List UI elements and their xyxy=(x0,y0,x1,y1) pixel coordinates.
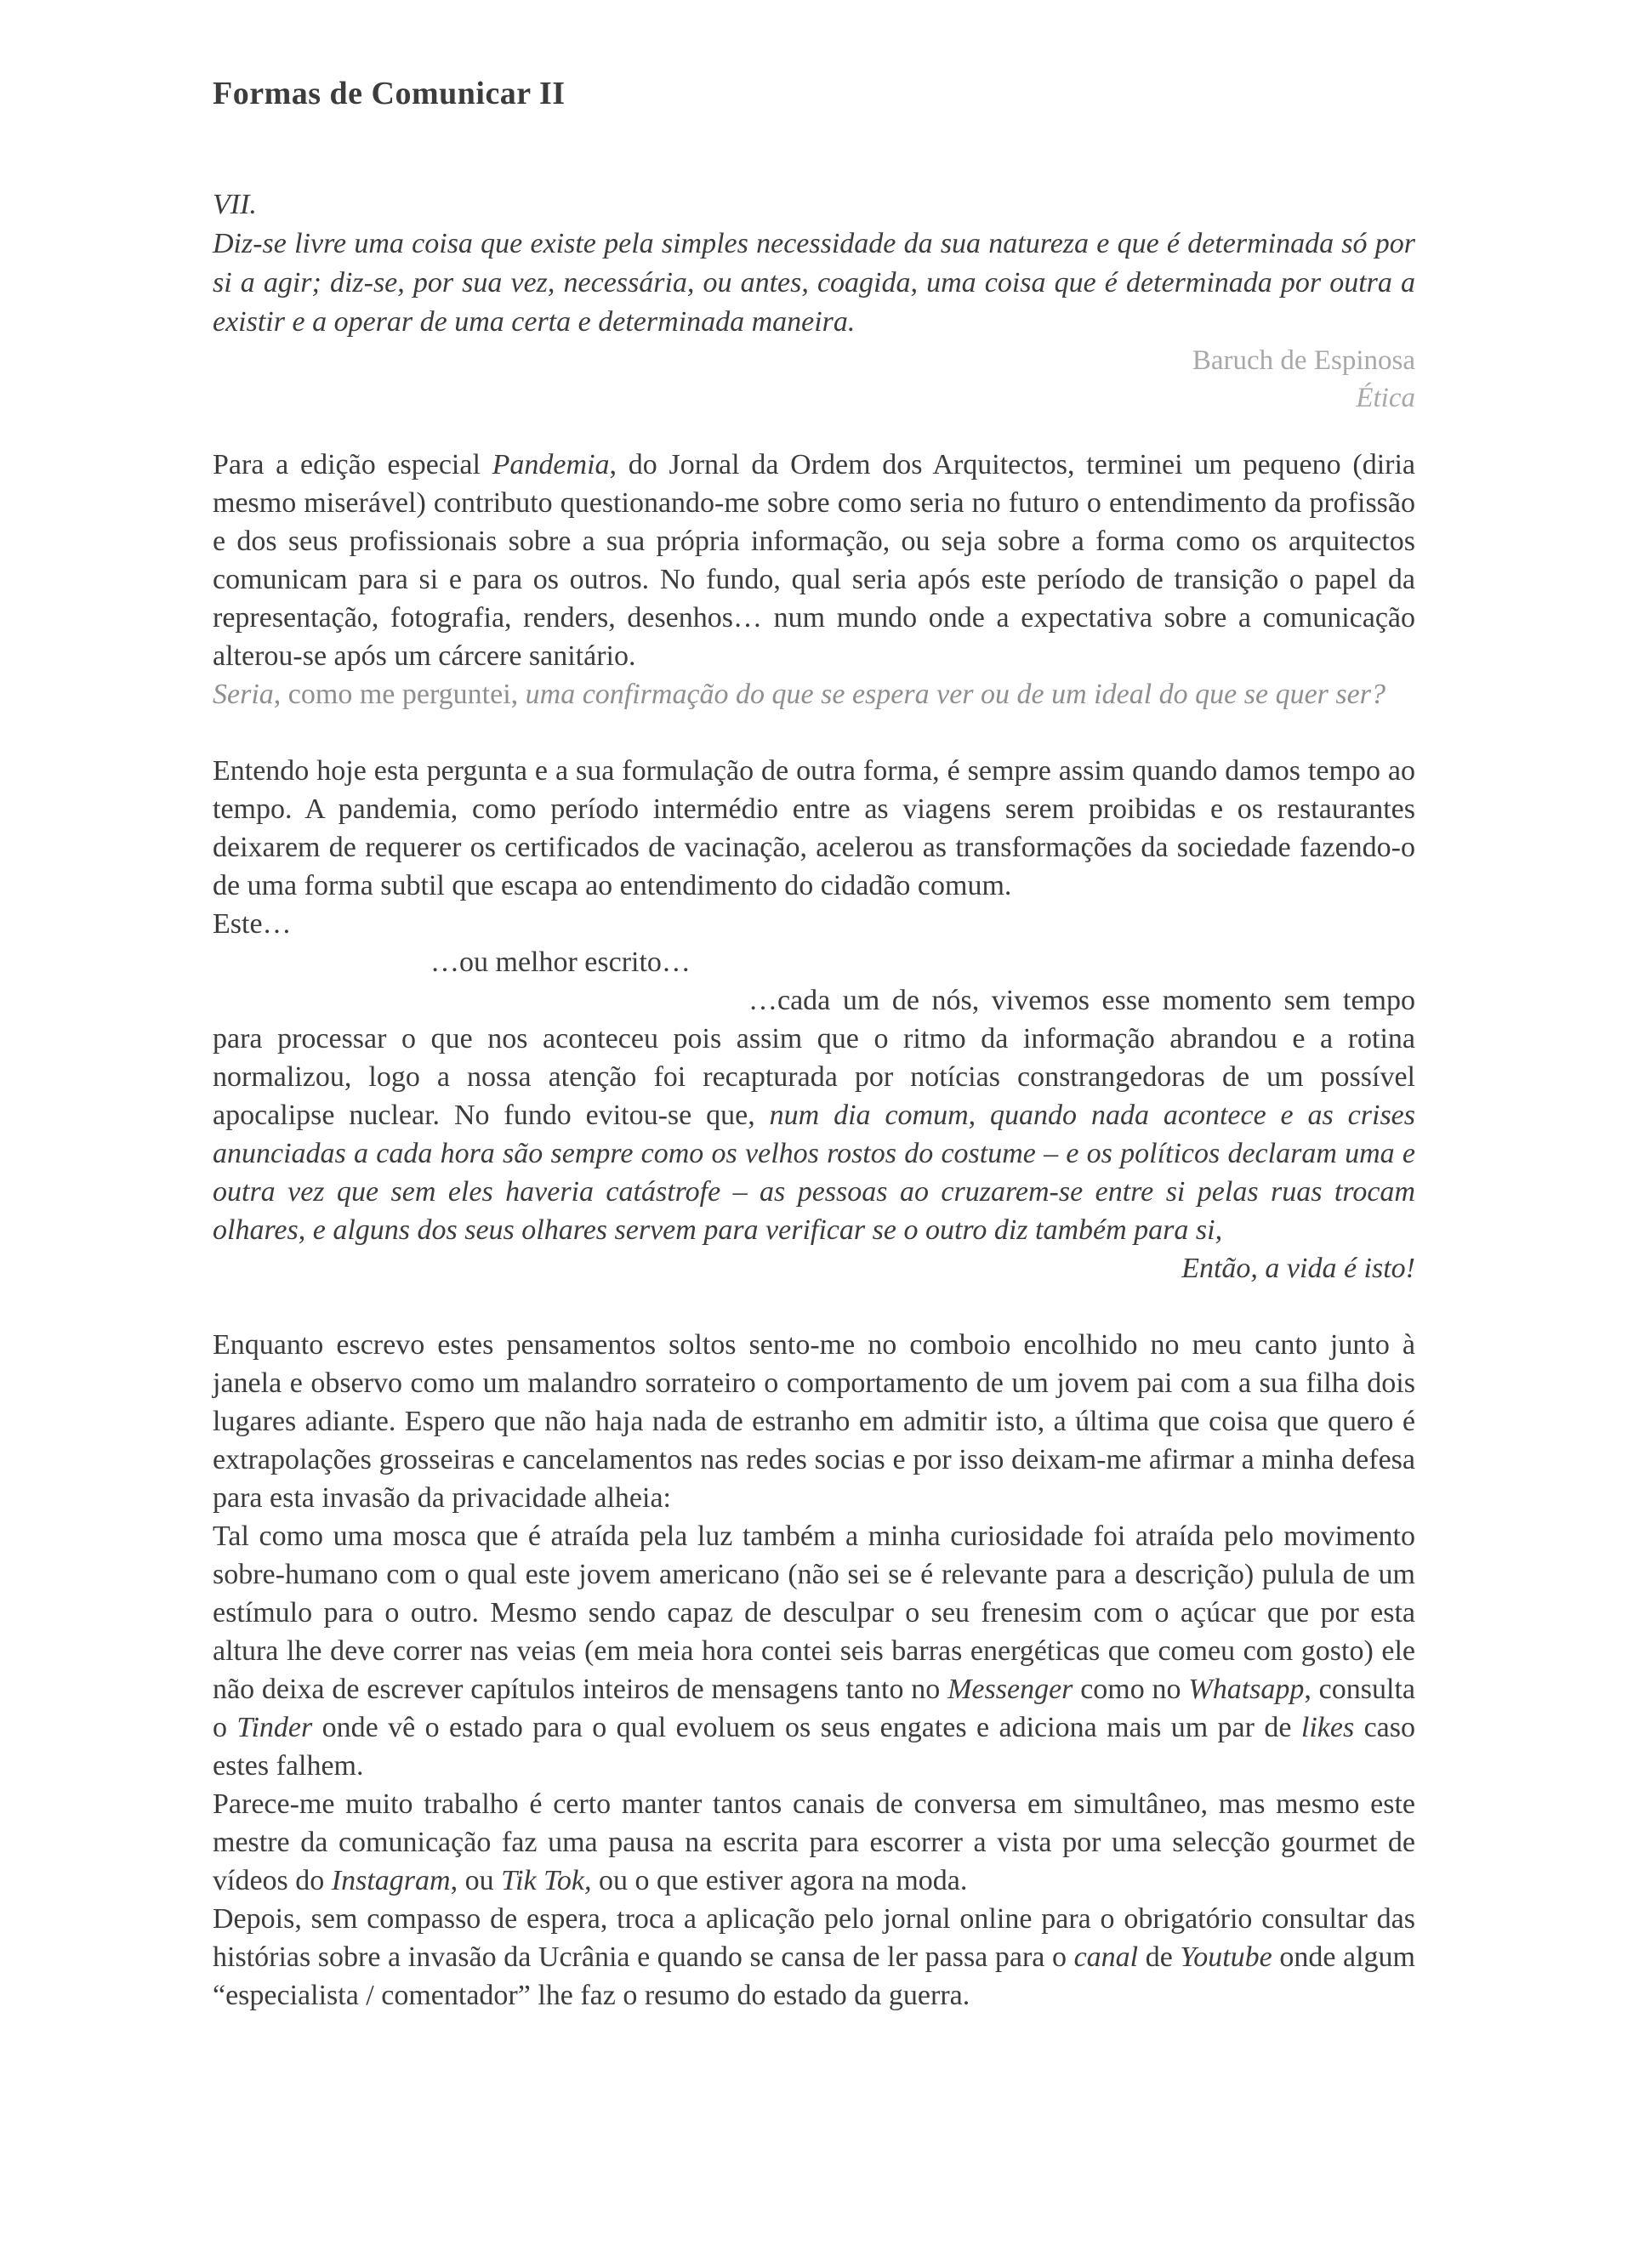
epigraph-source: Ética xyxy=(1356,383,1415,413)
text-run: Entendo hoje esta pergunta e a sua formulação de outra forma, é sempre assim quando damos tempo ao tempo. A pandemia, como período intermédio entre as viagens serem proibidas e os restaurantes deixarem de requerer os certificados de vacinação, acelerou as transformações da sociedade fazendo-o de uma forma subtil que escapa ao entendimento do cidadão comum. xyxy=(213,755,1415,901)
text-run: Para a edição especial xyxy=(213,449,492,480)
text-run: Enquanto escrevo estes pensamentos soltos sento-me no comboio encolhido no meu canto junto à janela e observo como um malandro sorrateiro o comportamento de um jovem pai com a sua filha dois lugares adiante. Espero que não haja nada de estranho em admitir isto, a última que coisa que quero é extrapolações grosseiras e cancelamentos nas redes socias e por isso deixam-me afirmar a minha defesa para esta invasão da privacidade alheia: xyxy=(213,1329,1415,1514)
text-run: canal xyxy=(1073,1941,1139,1973)
line-este xyxy=(213,905,1415,943)
text-run: Tal como uma mosca que é atraída pela luz também a minha curiosidade foi atraída pelo movimento sobre-humano com o qual este jovem americano (não sei se é relevante para a descrição) pulula de um estímulo para o outro. Mesmo sendo capaz de desculpar o seu frenesim com o açúcar que por esta altura lhe deve correr nas veias (em meia hora contei seis barras energéticas que comeu com gosto) ele não deixa de escrever capítulos inteiros de mensagens tanto no xyxy=(213,1521,1415,1705)
text-run: onde algum “especialista / comentador” lhe faz o resumo do estado da guerra. xyxy=(213,1941,1416,2011)
text-run: num dia comum, quando nada acontece e as crises anunciadas a cada hora são sempre como os velhos rostos do costume – e os políticos declaram uma e outra vez que sem eles haveria catástrofe – as pessoas ao cruzarem-se entre si pelas ruas trocam olhares, e alguns dos seus olhares servem para verificar se o outro diz também para si, xyxy=(213,1100,1416,1246)
text-run: caso estes falhem. xyxy=(213,1712,1416,1782)
paragraph-enquanto-escrevo xyxy=(213,1326,1415,1517)
text-run: Youtube xyxy=(1180,1941,1272,1973)
paragraph-parece-me-muito-trabalho xyxy=(213,1785,1415,1900)
text-run: Instagram xyxy=(331,1865,451,1896)
text-run: como no xyxy=(1073,1674,1189,1705)
text-run: Tik Tok, xyxy=(501,1865,592,1896)
epigraph-number: VII. xyxy=(213,189,257,220)
text-run: , ou xyxy=(450,1865,502,1896)
text-run: Então, a vida é isto! xyxy=(1181,1253,1415,1284)
text-run: …ou melhor escrito… xyxy=(430,946,691,978)
text-run: Depois, sem compasso de espera, troca a aplicação pelo jornal online para o obrigatório consultar das histórias sobre a invasão da Ucrânia e quando se cansa de ler passa para o xyxy=(213,1903,1415,1973)
text-run: …cada um de nós, vivemos esse momento sem tempo para processar o que nos aconteceu pois assim que o ritmo da informação abrandou e a rotina normalizou, logo a nossa atenção foi recapturada por notícias constrangedoras de um possível apocalipse nuclear. No fundo evitou-se que, xyxy=(213,985,1415,1131)
text-run: Messenger xyxy=(947,1674,1073,1705)
epigraph-author: Baruch de Espinosa xyxy=(1192,345,1415,376)
text-run: de xyxy=(1138,1941,1181,1973)
line-seria xyxy=(213,675,1415,713)
epigraph-quote: Diz-se livre uma coisa que existe pela simples necessidade da sua natureza e que é determinada só por si a agir; diz-se, por sua vez, necessária, ou antes, coagida, uma coisa que é determinada por outra a existir e a operar de uma certa e determinada maneira. xyxy=(213,228,1415,338)
text-run: ou o que estiver agora na moda. xyxy=(591,1865,968,1896)
line-ou-melhor-escrito xyxy=(213,943,1415,981)
text-run: Whatsapp xyxy=(1188,1674,1305,1705)
text-run: Tinder xyxy=(236,1712,313,1743)
paragraph-tal-como-uma-mosca xyxy=(213,1517,1415,1785)
paragraph-cada-um-de-nos xyxy=(213,981,1415,1249)
line-entao-a-vida xyxy=(213,1249,1415,1287)
text-run: , consulta o xyxy=(213,1674,1415,1743)
text-run: Parece-me muito trabalho é certo manter tantos canais de conversa em simultâneo, mas mesmo este mestre da comunicação faz uma pausa na escrita para escorrer a vista por uma selecção gourmet de vídeos do xyxy=(213,1788,1415,1896)
text-run: onde vê o estado para o qual evoluem os seus engates e adiciona mais um par de xyxy=(312,1712,1301,1743)
text-run: uma confirmação do que se espera ver ou de um ideal do que se quer ser? xyxy=(525,679,1385,710)
text-run: , como me perguntei, xyxy=(273,679,526,710)
text-run: Este… xyxy=(213,908,292,940)
text-run: Pandemia xyxy=(492,449,610,480)
text-run: likes xyxy=(1300,1712,1355,1743)
text-run: Seria xyxy=(213,679,274,710)
document-body xyxy=(213,446,1415,2015)
epigraph xyxy=(213,185,1415,417)
paragraph-depois-sem-compasso xyxy=(213,1900,1415,2015)
paragraph-entendo xyxy=(213,752,1415,905)
text-run: , do Jornal da Ordem dos Arquitectos, terminei um pequeno (diria mesmo miserável) contributo questionando-me sobre como seria no futuro o entendimento da profissão e dos seus profissionais sobre a sua própria informação, ou seja sobre a forma como os arquitectos comunicam para si e para os outros. No fundo, qual seria após este período de transição o papel da representação, fotografia, renders, desenhos… num mundo onde a expectativa sobre a comunicação alterou-se após um cárcere sanitário. xyxy=(213,449,1415,672)
paragraph-pandemia xyxy=(213,446,1415,675)
document-title: Formas de Comunicar II xyxy=(213,76,566,111)
